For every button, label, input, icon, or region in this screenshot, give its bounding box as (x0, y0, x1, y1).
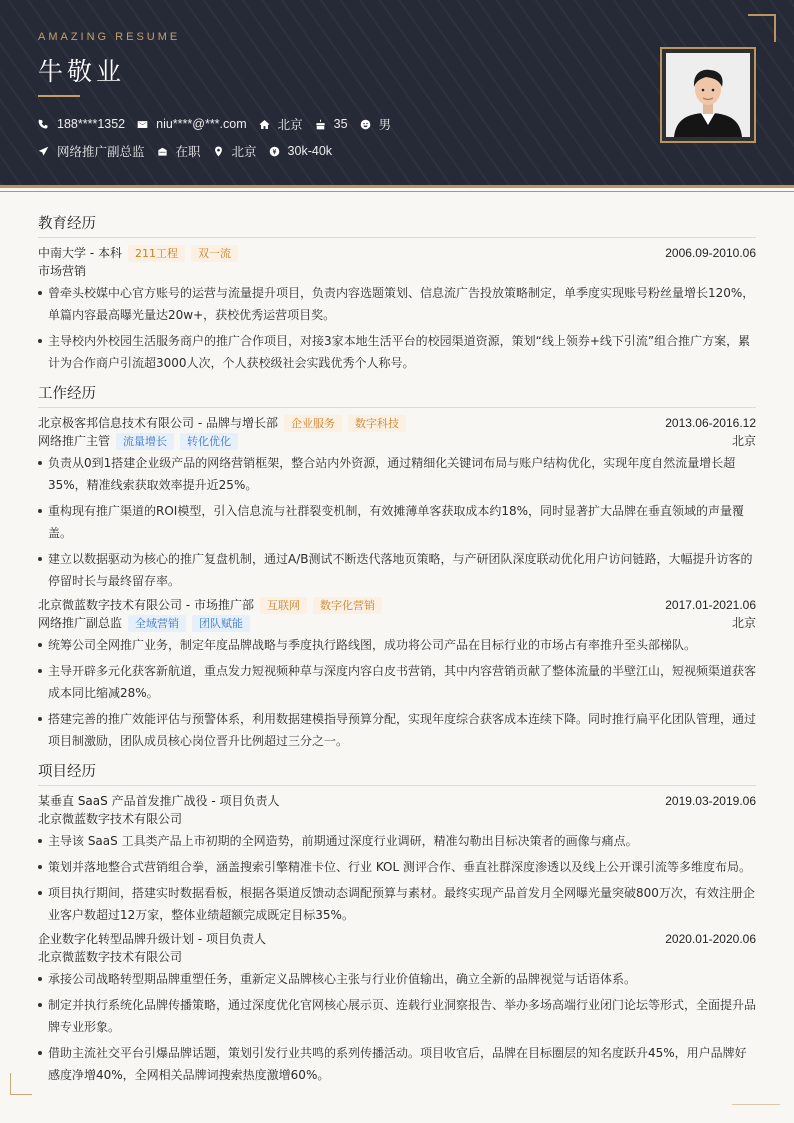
footer-rule (732, 1104, 780, 1105)
education-bullets (38, 282, 756, 374)
work-entry-header (38, 414, 756, 432)
project-bullets (38, 968, 756, 1086)
project-entry (38, 930, 756, 1086)
bullet-item: 负责从0到1搭建企业级产品的网络营销框架，整合站内外资源，通过精细化关键词布局与账户结构优化，实现年度自然流量增长超35%，精准线索获取效率提升近25%。 (38, 452, 756, 496)
phone-icon (38, 119, 49, 130)
target-city-text: 北京 (231, 145, 257, 159)
gender-text: 男 (378, 118, 392, 132)
work-role-row (38, 432, 756, 450)
bullet-item: 主导开辟多元化获客新航道，重点发力短视频种草与深度内容白皮书营销，其中内容营销贡献了整体流量的半壁江山，短视频渠道获客成本同比缩减28%。 (38, 660, 756, 704)
mail-icon (137, 119, 148, 130)
school-degree: 中南大学 - 本科 (38, 246, 122, 260)
project-company: 北京微蓝数字技术有限公司 (38, 950, 183, 964)
skill-tag: 团队赋能 (192, 615, 250, 632)
avatar-illustration (666, 53, 750, 137)
work-date: 2017.01-2021.06 (665, 598, 756, 612)
location-icon (213, 146, 224, 157)
industry-tag: 数字科技 (348, 415, 406, 432)
bullet-item: 建立以数据驱动为核心的推广复盘机制，通过A/B测试不断迭代落地页策略，与产研团队深度联动优化用户访问链路，大幅提升访客的停留时长与最终留存率。 (38, 548, 756, 592)
work-bullets (38, 634, 756, 752)
project-company-row (38, 948, 756, 966)
industry-tag: 互联网 (260, 597, 307, 614)
phone-text: 188****1352 (57, 117, 126, 131)
work-bullets (38, 452, 756, 592)
salary-text: 30k-40k (287, 144, 333, 158)
project-entry-header (38, 930, 756, 948)
job-role: 网络推广副总监 (38, 616, 123, 630)
job-intent-row (38, 142, 344, 160)
work-date: 2013.06-2016.12 (665, 416, 756, 430)
job-role: 网络推广主管 (38, 434, 111, 448)
status-icon (157, 146, 168, 157)
gender-item (360, 115, 392, 133)
work-entry (38, 414, 756, 592)
resume-body (38, 206, 756, 1090)
bullet-item: 制定并执行系统化品牌传播策略，通过深度优化官网核心展示页、连载行业洞察报告、举办多场高端行业闭门论坛等形式，全面提升品牌专业形象。 (38, 994, 756, 1038)
name-underline (38, 95, 80, 97)
bullet-item: 曾牵头校媒中心官方账号的运营与流量提升项目，负责内容选题策划、信息流广告投放策略制定，单季度实现账号粉丝量增长120%，单篇内容最高曝光量达20w+，获校优秀运营项目奖。 (38, 282, 756, 326)
education-major-row (38, 262, 756, 280)
bullet-item: 重构现有推广渠道的ROI模型，引入信息流与社群裂变机制，有效摊薄单客获取成本约18%，同时显著扩大品牌在垂直领域的声量覆盖。 (38, 500, 756, 544)
project-date: 2019.03-2019.06 (665, 794, 756, 808)
target-position-item (38, 142, 145, 160)
industry-tag: 数字化营销 (313, 597, 382, 614)
school-tag: 211工程 (128, 245, 185, 262)
corner-ornament (10, 1073, 32, 1095)
education-section-title: 教育经历 (38, 212, 756, 238)
bullet-item: 主导校内外校园生活服务商户的推广合作项目，对接3家本地生活平台的校园渠道资源，策划“线上领券+线下引流”组合推广方案，累计为合作商户引流超3000人次，个人获校级社会实践优秀个人称号。 (38, 330, 756, 374)
cake-icon (315, 119, 326, 130)
age-text: 35 (333, 117, 348, 131)
education-entry (38, 244, 756, 374)
work-location: 北京 (731, 434, 756, 448)
resume-tagline: AMAZING RESUME (38, 31, 181, 43)
major: 市场营销 (38, 264, 87, 278)
candidate-name: 牛敬业 (38, 57, 126, 86)
contact-row (38, 115, 403, 133)
bullet-item: 借助主流社交平台引爆品牌话题，策划引发行业共鸣的系列传播活动。项目收官后，品牌在目标圈层的知名度跃升45%，用户品牌好感度净增40%，全网相关品牌词搜索热度激增60%。 (38, 1042, 756, 1086)
send-icon (38, 146, 49, 157)
corner-ornament (748, 14, 776, 42)
bullet-item: 主导该 SaaS 工具类产品上市初期的全网造势，前期通过深度行业调研，精准勾勒出目标决策者的画像与痛点。 (38, 830, 756, 852)
city-item (259, 115, 303, 133)
gender-icon (360, 119, 371, 130)
bullet-item: 策划并落地整合式营销组合拳，涵盖搜索引擎精准卡位、行业 KOL 测评合作、垂直社群深度渗透以及线上公开课引流等多维度布局。 (38, 856, 756, 878)
city-text: 北京 (277, 118, 303, 132)
education-date: 2006.09-2010.06 (665, 246, 756, 260)
project-company: 北京微蓝数字技术有限公司 (38, 812, 183, 826)
education-entry-header (38, 244, 756, 262)
work-section-title: 工作经历 (38, 382, 756, 408)
project-bullets (38, 830, 756, 926)
skill-tag: 转化优化 (180, 433, 238, 450)
email-text: niu****@***.com (156, 117, 247, 131)
resume-header (0, 0, 794, 188)
work-entry-header (38, 596, 756, 614)
project-entry (38, 792, 756, 926)
project-date: 2020.01-2020.06 (665, 932, 756, 946)
bullet-item: 承接公司战略转型期品牌重塑任务，重新定义品牌核心主张与行业价值输出，确立全新的品牌视觉与话语体系。 (38, 968, 756, 990)
work-location: 北京 (731, 616, 756, 630)
job-status-item (157, 142, 201, 160)
company-department: 北京极客邦信息技术有限公司 - 品牌与增长部 (38, 416, 278, 430)
school-tag: 双一流 (191, 245, 238, 262)
salary-icon (269, 146, 280, 157)
profile-photo (666, 53, 750, 137)
project-title: 企业数字化转型品牌升级计划 - 项目负责人 (38, 932, 266, 946)
home-icon (259, 119, 270, 130)
work-role-row (38, 614, 756, 632)
skill-tag: 流量增长 (116, 433, 174, 450)
skill-tag: 全域营销 (128, 615, 186, 632)
target-city-item (213, 142, 257, 160)
project-entry-header (38, 792, 756, 810)
industry-tag: 企业服务 (284, 415, 342, 432)
bullet-item: 项目执行期间，搭建实时数据看板，根据各渠道反馈动态调配预算与素材。最终实现产品首发月全网曝光量突破800万次，有效注册企业客户数超过12万家，整体业绩超额完成既定目标35%。 (38, 882, 756, 926)
projects-section-title: 项目经历 (38, 760, 756, 786)
work-entry (38, 596, 756, 752)
bullet-item: 搭建完善的推广效能评估与预警体系，利用数据建模指导预算分配，实现年度综合获客成本连续下降。同时推行扁平化团队管理，通过项目制激励，团队成员核心岗位晋升比例超过三分之一。 (38, 708, 756, 752)
email-item (137, 117, 247, 131)
age-item (315, 117, 348, 131)
profile-photo-frame (660, 47, 756, 143)
salary-item (269, 144, 332, 158)
project-company-row (38, 810, 756, 828)
project-title: 某垂直 SaaS 产品首发推广战役 - 项目负责人 (38, 794, 280, 808)
company-department: 北京微蓝数字技术有限公司 - 市场推广部 (38, 598, 254, 612)
phone-item (38, 117, 125, 131)
bullet-item: 统筹公司全网推广业务，制定年度品牌战略与季度执行路线图，成功将公司产品在目标行业的市场占有率推升至头部梯队。 (38, 634, 756, 656)
target-position-text: 网络推广副总监 (57, 145, 145, 159)
job-status-text: 在职 (175, 145, 201, 159)
